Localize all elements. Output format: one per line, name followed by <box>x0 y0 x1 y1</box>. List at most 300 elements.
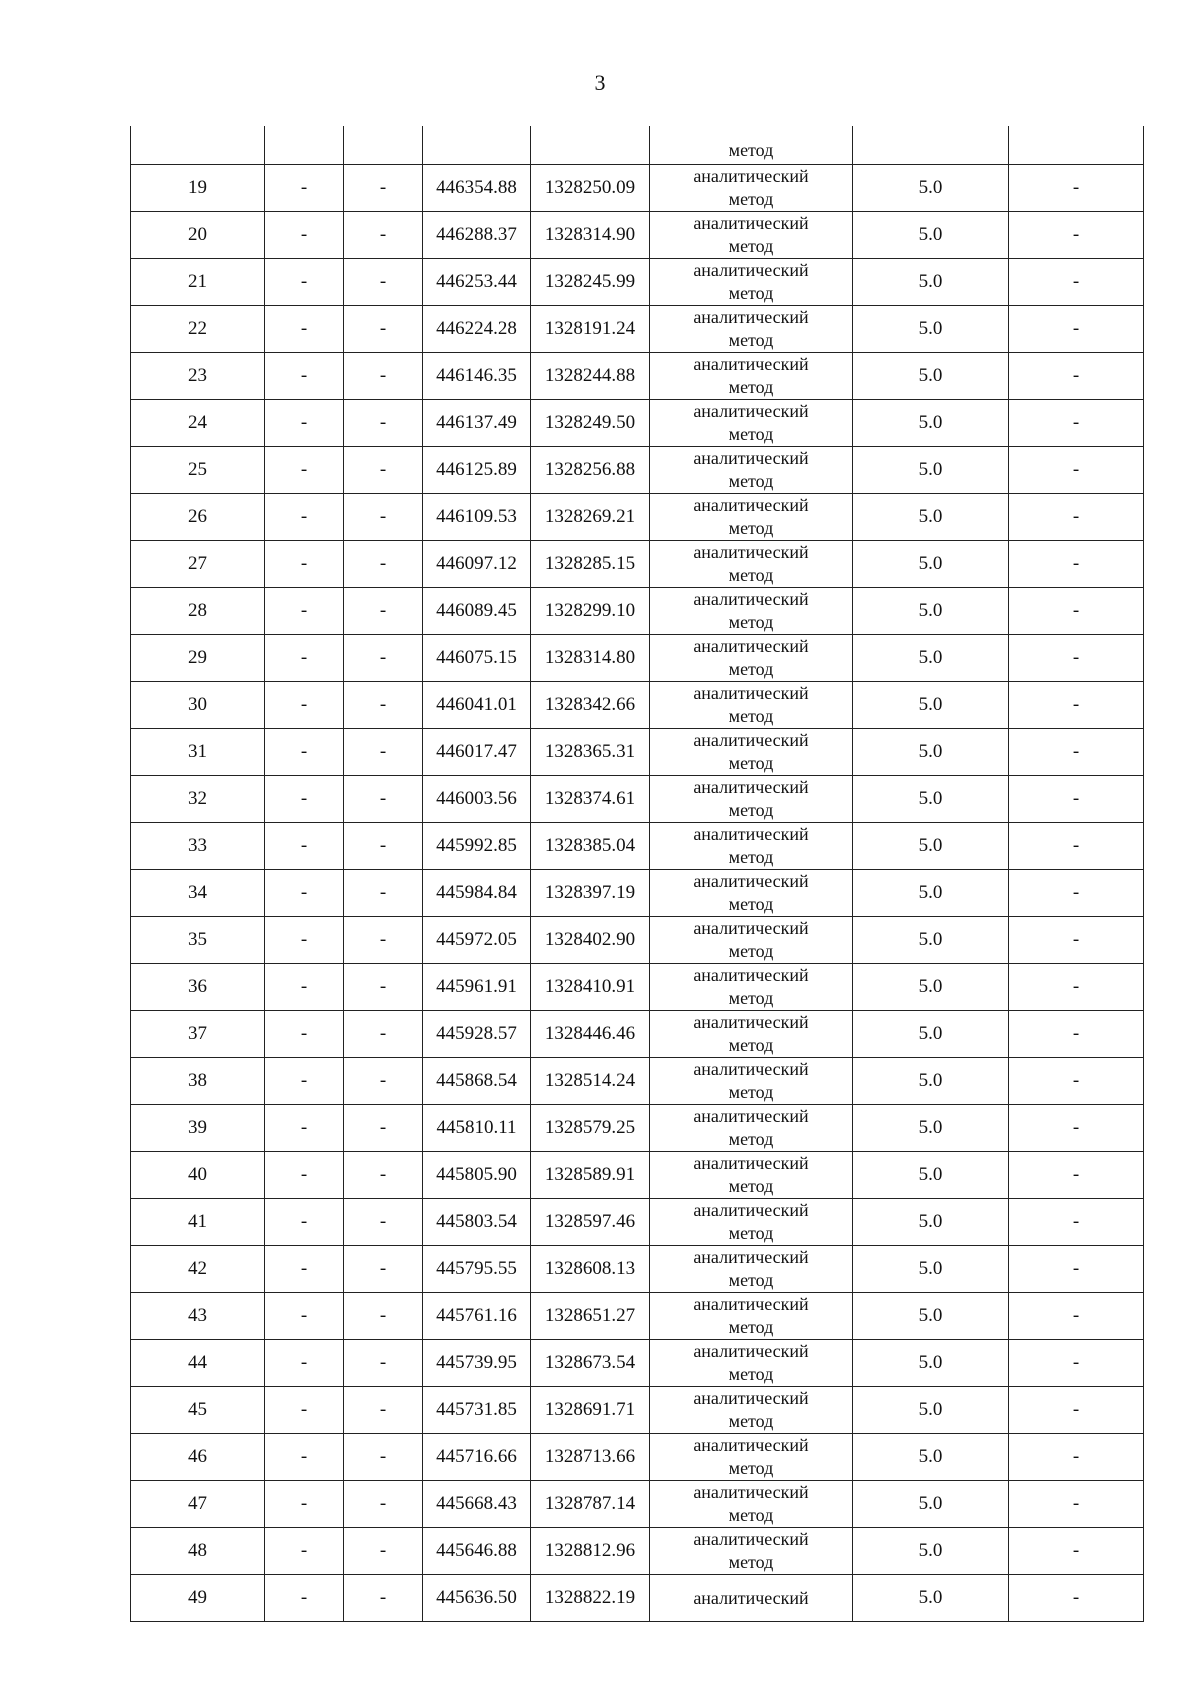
method-line: аналитический <box>693 965 809 985</box>
cell-col-b: - <box>344 541 423 588</box>
cell-y: 1328713.66 <box>531 1434 650 1481</box>
method-line: аналитический <box>693 1059 809 1079</box>
cell-accuracy: 5.0 <box>853 917 1009 964</box>
cell-point-number: 43 <box>131 1293 265 1340</box>
cell-method <box>650 259 853 306</box>
page-number: 3 <box>594 70 606 95</box>
cell-y: 1328410.91 <box>531 964 650 1011</box>
cell-point-number: 30 <box>131 682 265 729</box>
cell-method <box>650 1152 853 1199</box>
cell-col-b: - <box>344 682 423 729</box>
cell-y: 1328589.91 <box>531 1152 650 1199</box>
cell-method <box>650 306 853 353</box>
cell-note: - <box>1009 823 1144 870</box>
cell-accuracy: 5.0 <box>853 1340 1009 1387</box>
method-line: метод <box>728 565 774 585</box>
cell-col-a: - <box>265 1058 344 1105</box>
cell-accuracy: 5.0 <box>853 1293 1009 1340</box>
cell-col-a: - <box>265 447 344 494</box>
method-line: метод <box>728 1411 774 1431</box>
method-line: метод <box>728 1129 774 1149</box>
cell-x: 445761.16 <box>423 1293 531 1340</box>
table-row <box>131 964 1144 1011</box>
method-line: аналитический <box>693 777 809 797</box>
cell-y: 1328822.19 <box>531 1575 650 1622</box>
cell-point-number: 29 <box>131 635 265 682</box>
cell-x: 446146.35 <box>423 353 531 400</box>
cell-method <box>650 165 853 212</box>
cell-method <box>650 964 853 1011</box>
cell-col-a: - <box>265 917 344 964</box>
cell-y: 1328691.71 <box>531 1387 650 1434</box>
cell-x: 446089.45 <box>423 588 531 635</box>
cell-note <box>1009 126 1144 165</box>
cell-x: 445961.91 <box>423 964 531 1011</box>
cell-method <box>650 682 853 729</box>
cell-x: 446354.88 <box>423 165 531 212</box>
cell-col-a: - <box>265 729 344 776</box>
cell-note: - <box>1009 682 1144 729</box>
cell-col-a: - <box>265 1152 344 1199</box>
cell-x: 445795.55 <box>423 1246 531 1293</box>
cell-method <box>650 1528 853 1575</box>
cell-col-b: - <box>344 1387 423 1434</box>
cell-accuracy: 5.0 <box>853 212 1009 259</box>
table-body <box>131 126 1144 1622</box>
cell-method <box>650 1199 853 1246</box>
cell-point-number: 49 <box>131 1575 265 1622</box>
cell-accuracy: 5.0 <box>853 776 1009 823</box>
method-line: аналитический <box>693 730 809 750</box>
cell-point-number: 36 <box>131 964 265 1011</box>
cell-note: - <box>1009 588 1144 635</box>
cell-x: 445716.66 <box>423 1434 531 1481</box>
cell-x: 446075.15 <box>423 635 531 682</box>
cell-accuracy: 5.0 <box>853 447 1009 494</box>
method-line: метод <box>728 800 774 820</box>
cell-point-number: 42 <box>131 1246 265 1293</box>
cell-x: 445805.90 <box>423 1152 531 1199</box>
method-line: аналитический <box>693 542 809 562</box>
method-line: аналитический <box>693 260 809 280</box>
cell-accuracy: 5.0 <box>853 729 1009 776</box>
cell-method <box>650 776 853 823</box>
cell-point-number: 24 <box>131 400 265 447</box>
cell-col-b: - <box>344 964 423 1011</box>
cell-method <box>650 588 853 635</box>
cell-col-a: - <box>265 212 344 259</box>
cell-method: метод <box>650 126 853 165</box>
cell-note: - <box>1009 1434 1144 1481</box>
cell-note: - <box>1009 212 1144 259</box>
method-line: метод <box>728 988 774 1008</box>
method-line: аналитический <box>693 683 809 703</box>
cell-note: - <box>1009 635 1144 682</box>
cell-x: 445668.43 <box>423 1481 531 1528</box>
method-line: аналитический <box>693 636 809 656</box>
cell-point-number: 28 <box>131 588 265 635</box>
cell-x: 445868.54 <box>423 1058 531 1105</box>
cell-y: 1328514.24 <box>531 1058 650 1105</box>
cell-note: - <box>1009 541 1144 588</box>
cell-col-b: - <box>344 1058 423 1105</box>
cell-accuracy: 5.0 <box>853 494 1009 541</box>
cell-accuracy: 5.0 <box>853 1434 1009 1481</box>
cell-note: - <box>1009 1199 1144 1246</box>
table-row <box>131 1434 1144 1481</box>
table-row <box>131 1105 1144 1152</box>
cell-col-b: - <box>344 1011 423 1058</box>
cell-accuracy: 5.0 <box>853 1575 1009 1622</box>
cell-point-number: 37 <box>131 1011 265 1058</box>
method-line: метод <box>728 1082 774 1102</box>
table-row <box>131 541 1144 588</box>
table-row <box>131 1528 1144 1575</box>
method-line: аналитический <box>693 166 809 186</box>
cell-point-number: 38 <box>131 1058 265 1105</box>
cell-point-number: 47 <box>131 1481 265 1528</box>
cell-y: 1328285.15 <box>531 541 650 588</box>
cell-col-b: - <box>344 729 423 776</box>
method-line: метод <box>728 283 774 303</box>
cell-x: 445972.05 <box>423 917 531 964</box>
cell-method <box>650 212 853 259</box>
cell-y: 1328191.24 <box>531 306 650 353</box>
cell-col-b: - <box>344 1575 423 1622</box>
method-line: метод <box>728 894 774 914</box>
method-line: метод <box>728 424 774 444</box>
cell-point-number: 22 <box>131 306 265 353</box>
cell-x: 446253.44 <box>423 259 531 306</box>
cell-col-a: - <box>265 964 344 1011</box>
cell-method <box>650 353 853 400</box>
cell-note: - <box>1009 165 1144 212</box>
cell-method <box>650 1058 853 1105</box>
cell-col-b: - <box>344 1528 423 1575</box>
cell-point-number: 48 <box>131 1528 265 1575</box>
cell-x: 446041.01 <box>423 682 531 729</box>
table-row <box>131 1340 1144 1387</box>
cell-note: - <box>1009 1528 1144 1575</box>
cell-col-a: - <box>265 682 344 729</box>
cell-accuracy: 5.0 <box>853 165 1009 212</box>
method-line: аналитический <box>693 1106 809 1126</box>
cell-y: 1328299.10 <box>531 588 650 635</box>
cell-method <box>650 447 853 494</box>
method-line: аналитический <box>693 1153 809 1173</box>
table-row <box>131 1575 1144 1622</box>
table-row <box>131 259 1144 306</box>
cell-x: 445810.11 <box>423 1105 531 1152</box>
method-line: аналитический <box>693 1012 809 1032</box>
method-line: метод <box>728 1552 774 1572</box>
cell-accuracy: 5.0 <box>853 1246 1009 1293</box>
table-row <box>131 917 1144 964</box>
cell-col-a: - <box>265 1246 344 1293</box>
cell-accuracy: 5.0 <box>853 1528 1009 1575</box>
cell-y: 1328608.13 <box>531 1246 650 1293</box>
cell-accuracy: 5.0 <box>853 1058 1009 1105</box>
cell-method <box>650 870 853 917</box>
table-row <box>131 729 1144 776</box>
cell-x: 445928.57 <box>423 1011 531 1058</box>
cell-note: - <box>1009 964 1144 1011</box>
cell-col-a: - <box>265 1434 344 1481</box>
method-line: аналитический <box>693 1388 809 1408</box>
cell-method <box>650 494 853 541</box>
cell-x: 445992.85 <box>423 823 531 870</box>
method-line: метод <box>728 377 774 397</box>
cell-method <box>650 1246 853 1293</box>
cell-accuracy: 5.0 <box>853 823 1009 870</box>
cell-point-number: 27 <box>131 541 265 588</box>
cell-method <box>650 1340 853 1387</box>
cell-y: 1328269.21 <box>531 494 650 541</box>
cell-accuracy: 5.0 <box>853 1011 1009 1058</box>
cell-x: 445646.88 <box>423 1528 531 1575</box>
cell-col-a: - <box>265 1011 344 1058</box>
cell-x: 445739.95 <box>423 1340 531 1387</box>
cell-y: 1328385.04 <box>531 823 650 870</box>
cell-point-number: 46 <box>131 1434 265 1481</box>
cell-accuracy: 5.0 <box>853 588 1009 635</box>
cell-note: - <box>1009 353 1144 400</box>
cell-note: - <box>1009 1011 1144 1058</box>
cell-y: 1328673.54 <box>531 1340 650 1387</box>
coordinates-table <box>130 126 1144 1622</box>
cell-note: - <box>1009 1575 1144 1622</box>
method-line: аналитический <box>693 1247 809 1267</box>
cell-accuracy: 5.0 <box>853 259 1009 306</box>
cell-col-b: - <box>344 1434 423 1481</box>
table-row <box>131 212 1144 259</box>
method-line: аналитический <box>693 354 809 374</box>
cell-point-number: 34 <box>131 870 265 917</box>
method-line: аналитический <box>693 1529 809 1549</box>
cell-method <box>650 541 853 588</box>
cell-col-a: - <box>265 588 344 635</box>
method-line: метод <box>728 706 774 726</box>
table-row <box>131 588 1144 635</box>
cell-note: - <box>1009 1246 1144 1293</box>
cell-note: - <box>1009 870 1144 917</box>
cell-col-a: - <box>265 1528 344 1575</box>
table-row <box>131 306 1144 353</box>
method-line: метод <box>728 518 774 538</box>
cell-y: 1328651.27 <box>531 1293 650 1340</box>
table-row <box>131 1058 1144 1105</box>
cell-point-number: 40 <box>131 1152 265 1199</box>
cell-x: 446224.28 <box>423 306 531 353</box>
table-row <box>131 400 1144 447</box>
cell-method <box>650 729 853 776</box>
cell-accuracy: 5.0 <box>853 682 1009 729</box>
cell-col-b: - <box>344 1293 423 1340</box>
method-line: аналитический <box>693 1435 809 1455</box>
cell-col-b: - <box>344 353 423 400</box>
method-line: метод <box>728 1364 774 1384</box>
cell-col-b: - <box>344 1105 423 1152</box>
cell-accuracy <box>853 126 1009 165</box>
cell-method <box>650 1011 853 1058</box>
cell-accuracy: 5.0 <box>853 1481 1009 1528</box>
cell-y: 1328597.46 <box>531 1199 650 1246</box>
cell-accuracy: 5.0 <box>853 1152 1009 1199</box>
cell-point-number: 20 <box>131 212 265 259</box>
cell-col-a: - <box>265 353 344 400</box>
table-row <box>131 1199 1144 1246</box>
cell-point-number: 21 <box>131 259 265 306</box>
continuation-row <box>131 126 1144 165</box>
cell-note: - <box>1009 447 1144 494</box>
cell-point-number: 32 <box>131 776 265 823</box>
cell-y: 1328365.31 <box>531 729 650 776</box>
cell-accuracy: 5.0 <box>853 1105 1009 1152</box>
cell-y: 1328342.66 <box>531 682 650 729</box>
cell-note: - <box>1009 776 1144 823</box>
cell-x: 446097.12 <box>423 541 531 588</box>
table-row <box>131 1387 1144 1434</box>
cell-col-b: - <box>344 1246 423 1293</box>
cell-col-b: - <box>344 447 423 494</box>
method-line: метод <box>728 1270 774 1290</box>
cell-col-a: - <box>265 259 344 306</box>
cell-point-number: 33 <box>131 823 265 870</box>
table-row <box>131 353 1144 400</box>
cell-method <box>650 1387 853 1434</box>
cell-note: - <box>1009 259 1144 306</box>
method-line: аналитический <box>693 1200 809 1220</box>
method-line: аналитический <box>693 213 809 233</box>
method-line: аналитический <box>693 448 809 468</box>
cell-note: - <box>1009 494 1144 541</box>
method-line: метод <box>728 1317 774 1337</box>
cell-method <box>650 400 853 447</box>
table-row <box>131 823 1144 870</box>
cell-col-a: - <box>265 1387 344 1434</box>
cell-accuracy: 5.0 <box>853 870 1009 917</box>
cell-note: - <box>1009 917 1144 964</box>
method-line: метод <box>728 847 774 867</box>
table-row <box>131 682 1144 729</box>
cell-y: 1328787.14 <box>531 1481 650 1528</box>
table-row <box>131 1011 1144 1058</box>
cell-note: - <box>1009 1058 1144 1105</box>
cell-col-b: - <box>344 212 423 259</box>
cell-col-a: - <box>265 541 344 588</box>
method-line: метод <box>728 1223 774 1243</box>
cell-x: 445803.54 <box>423 1199 531 1246</box>
cell-accuracy: 5.0 <box>853 353 1009 400</box>
table-row <box>131 494 1144 541</box>
cell-col-a: - <box>265 776 344 823</box>
cell-col-a: - <box>265 400 344 447</box>
table-row <box>131 635 1144 682</box>
cell-col-b: - <box>344 165 423 212</box>
cell-point-number <box>131 126 265 165</box>
method-line: аналитический <box>693 1294 809 1314</box>
table-row <box>131 776 1144 823</box>
cell-method <box>650 1575 853 1622</box>
table-row <box>131 165 1144 212</box>
method-line: метод <box>728 612 774 632</box>
cell-y <box>531 126 650 165</box>
method-line: аналитический <box>693 918 809 938</box>
cell-y: 1328579.25 <box>531 1105 650 1152</box>
cell-point-number: 39 <box>131 1105 265 1152</box>
cell-y: 1328256.88 <box>531 447 650 494</box>
cell-x: 445984.84 <box>423 870 531 917</box>
cell-col-b: - <box>344 259 423 306</box>
cell-col-b: - <box>344 776 423 823</box>
cell-point-number: 35 <box>131 917 265 964</box>
table-row <box>131 1481 1144 1528</box>
cell-method <box>650 1481 853 1528</box>
cell-point-number: 19 <box>131 165 265 212</box>
cell-method <box>650 635 853 682</box>
method-line: аналитический <box>693 1587 809 1608</box>
cell-point-number: 25 <box>131 447 265 494</box>
cell-col-a: - <box>265 823 344 870</box>
cell-x <box>423 126 531 165</box>
method-line: метод <box>728 330 774 350</box>
cell-col-a: - <box>265 165 344 212</box>
cell-col-a: - <box>265 306 344 353</box>
cell-col-b: - <box>344 823 423 870</box>
cell-col-b <box>344 126 423 165</box>
cell-method <box>650 1434 853 1481</box>
cell-x: 446017.47 <box>423 729 531 776</box>
cell-col-b: - <box>344 306 423 353</box>
cell-point-number: 44 <box>131 1340 265 1387</box>
method-line: метод <box>728 189 774 209</box>
cell-col-a: - <box>265 1293 344 1340</box>
cell-col-a <box>265 126 344 165</box>
cell-y: 1328244.88 <box>531 353 650 400</box>
cell-note: - <box>1009 306 1144 353</box>
cell-note: - <box>1009 400 1144 447</box>
cell-accuracy: 5.0 <box>853 635 1009 682</box>
cell-y: 1328402.90 <box>531 917 650 964</box>
cell-y: 1328374.61 <box>531 776 650 823</box>
cell-col-b: - <box>344 1481 423 1528</box>
table-row <box>131 1246 1144 1293</box>
method-line: аналитический <box>693 589 809 609</box>
cell-col-b: - <box>344 870 423 917</box>
cell-y: 1328314.80 <box>531 635 650 682</box>
cell-col-b: - <box>344 1340 423 1387</box>
cell-point-number: 31 <box>131 729 265 776</box>
cell-y: 1328812.96 <box>531 1528 650 1575</box>
method-line: метод <box>728 1176 774 1196</box>
cell-note: - <box>1009 1152 1144 1199</box>
cell-point-number: 41 <box>131 1199 265 1246</box>
method-line: метод <box>728 659 774 679</box>
method-line: метод <box>728 941 774 961</box>
method-line: метод <box>728 1458 774 1478</box>
cell-point-number: 23 <box>131 353 265 400</box>
cell-x: 446125.89 <box>423 447 531 494</box>
table-row <box>131 1293 1144 1340</box>
method-line: метод <box>728 1505 774 1525</box>
cell-accuracy: 5.0 <box>853 306 1009 353</box>
cell-point-number: 26 <box>131 494 265 541</box>
cell-col-a: - <box>265 1105 344 1152</box>
cell-col-a: - <box>265 494 344 541</box>
method-line: метод <box>728 1035 774 1055</box>
cell-note: - <box>1009 1105 1144 1152</box>
cell-accuracy: 5.0 <box>853 1387 1009 1434</box>
